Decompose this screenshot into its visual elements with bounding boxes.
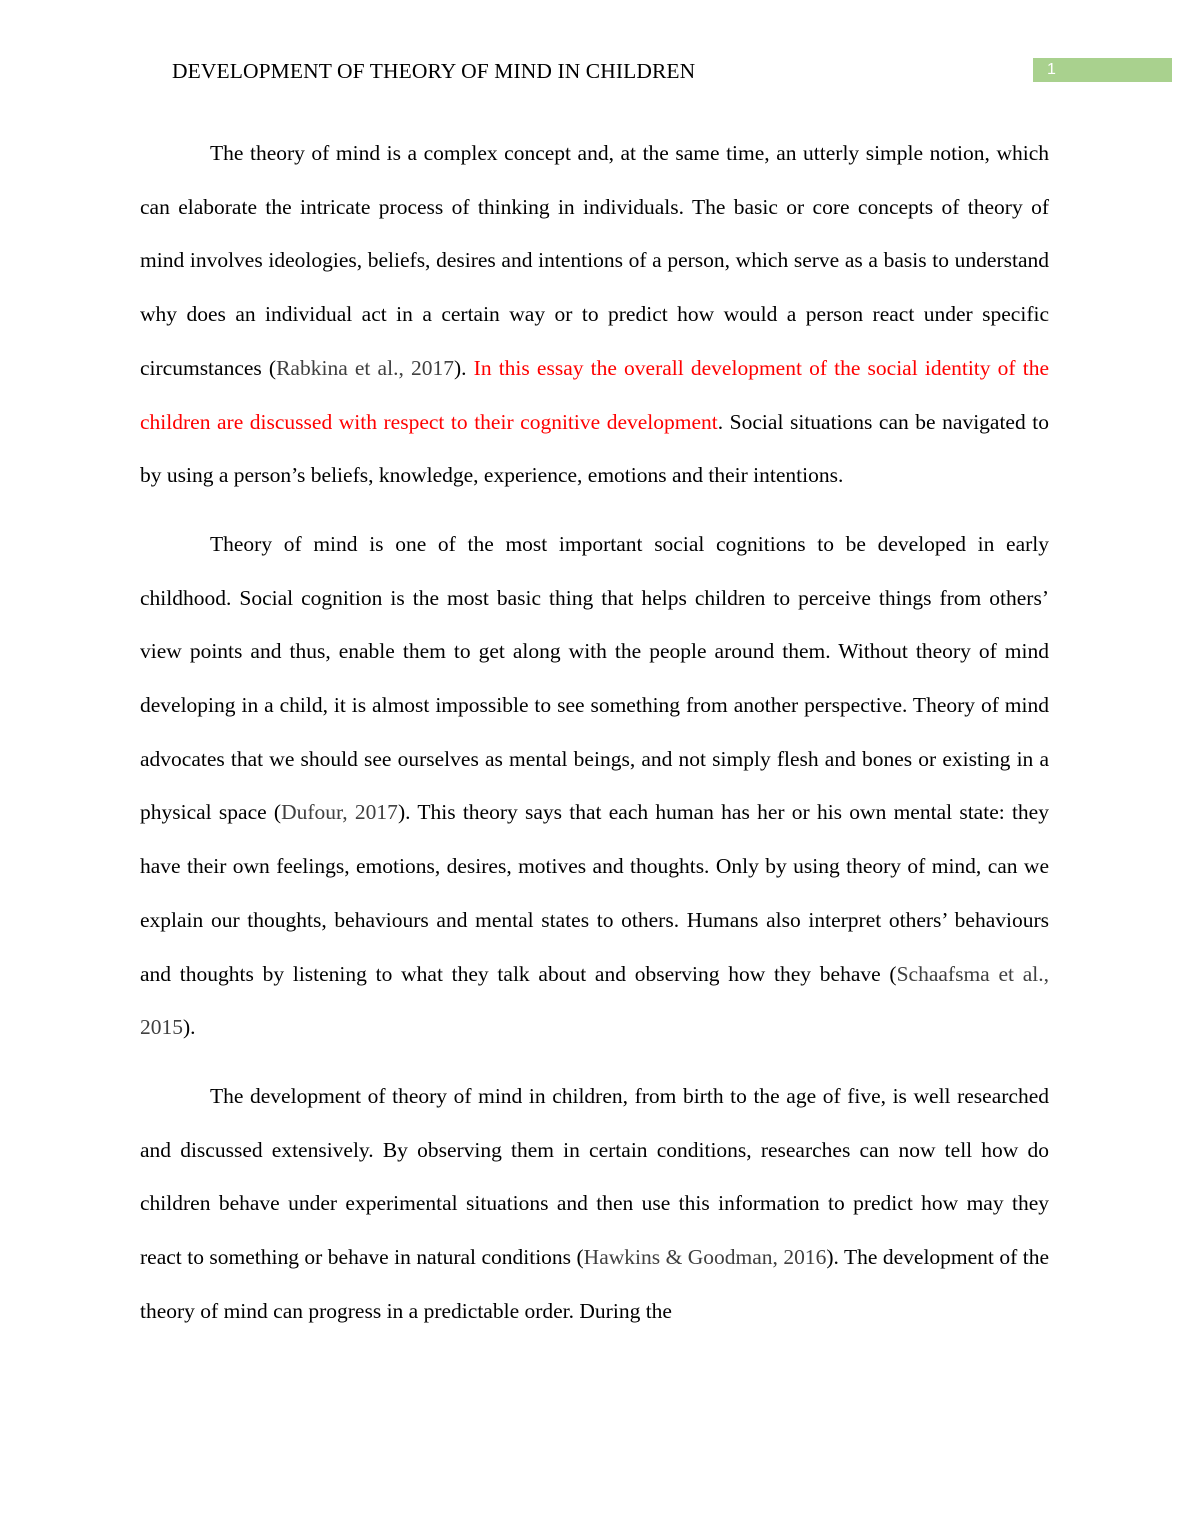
citation-hawkins-goodman: Hawkins & Goodman, 2016 [583, 1245, 827, 1270]
paragraph-1 [140, 127, 1049, 503]
paragraph-2-text-a: Theory of mind is one of the most important social cognitions to be developed in early childhood. Social cognition is the most basic thing that helps children to perceive things from others’ view points and thus, enable them to get along with the people around them. Without theory of mind developing in a child, it is almost impossible to see something from another perspective. Theory of mind advocates that we should see ourselves as mental beings, and not simply flesh and bones or existing in a physical space ( [140, 531, 1049, 825]
paragraph-1-text-a: The theory of mind is a complex concept and, at the same time, an utterly simple notion, which can elaborate the intricate process of thinking in individuals. The basic or core concepts of theory of mind involves ideologies, beliefs, desires and intentions of a person, which serve as a basis to understand why does an individual act in a certain way or to predict how would a person react under specific circumstances ( [140, 141, 1049, 380]
paragraph-2 [140, 518, 1049, 1055]
page-number: 1 [1047, 61, 1056, 78]
paragraph-1-text-b: ). [453, 355, 474, 380]
paragraph-3-text-b: ). The development of the theory of mind can progress in a predictable order. During the [140, 1245, 1050, 1323]
citation-dufour: Dufour, 2017 [281, 800, 398, 825]
paragraph-1-text-c: . Social situations can be navigated to by using a person’s beliefs, knowledge, experience, emotions and their intentions. [140, 409, 1049, 488]
highlighted-thesis-statement: In this essay the overall development of the social identity of the children are discussed with respect to their cognitive development [140, 355, 1049, 434]
paragraph-2-text-c: ). [183, 1015, 196, 1040]
document-body [140, 127, 1049, 1338]
citation-schaafsma: Schaafsma et al., 2015 [140, 961, 1049, 1040]
citation-rabkina: Rabkina et al., 2017 [276, 355, 454, 380]
paragraph-2-text-b: ). This theory says that each human has her or his own mental state: they have their own feelings, emotions, desires, motives and thoughts. Only by using theory of mind, can we explain our thoughts, behaviours and mental states to others. Humans also interpret others’ behaviours and thoughts by listening to what they talk about and observing how they behave ( [140, 800, 1049, 986]
paragraph-3-text-a: The development of theory of mind in children, from birth to the age of five, is well researched and discussed extensively. By observing them in certain conditions, researches can now tell how do children behave under experimental situations and then use this information to predict how may they react to something or behave in natural conditions ( [140, 1083, 1049, 1270]
page-number-badge [1033, 58, 1172, 82]
running-header-title: DEVELOPMENT OF THEORY OF MIND IN CHILDREN [172, 59, 696, 83]
paragraph-3 [140, 1070, 1049, 1339]
